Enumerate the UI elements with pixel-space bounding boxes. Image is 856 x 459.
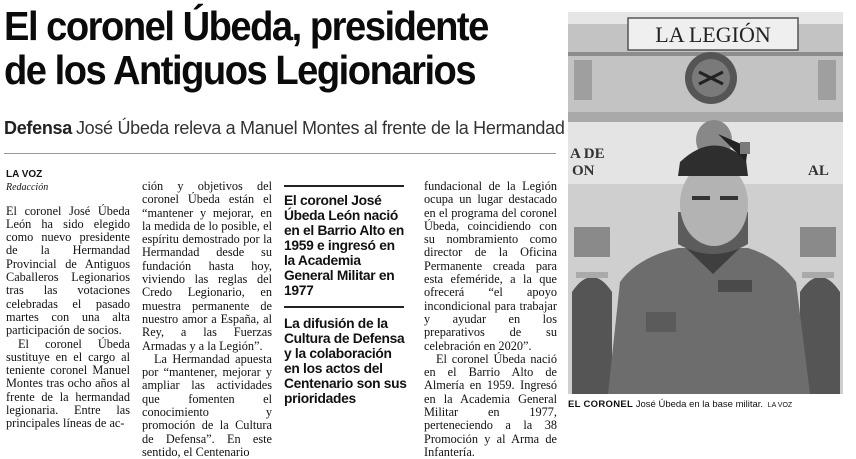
subhead (4, 118, 565, 139)
svg-text:A DE: A DE (570, 146, 605, 162)
subhead-text: José Úbeda releva a Manuel Montes al frente de la Hermandad (75, 118, 565, 138)
pullquote-2: La difusión de la Cultura de Defensa y la colaboración en los actos del Centenario son sus prioridades (284, 316, 407, 406)
caption-credit: LA VOZ (767, 402, 793, 409)
paragraph: fundacional de la Legión ocupa un lugar destacado en el programa del coronel Úbeda, coincidiendo con su nombramiento como director de la Oficina Permanente creada para esta efeméride, a la que ofrecerá “el apoyo incondicional para trabajar y ayudar en los preparativos de su celebración en 2020”. (424, 179, 557, 353)
photo-caption (568, 399, 792, 410)
pullquote-rule (284, 185, 404, 187)
headline (4, 4, 521, 92)
paragraph: La Hermandad apuesta por “mantener, mejorar y ampliar las actividades que fomenten el conocimiento y promoción de la Cultura de Defensa”. En este sentido, el Centenario (142, 351, 272, 459)
section-label: Defensa (4, 118, 72, 138)
divider (4, 153, 556, 154)
paragraph: El coronel Úbeda nació en el Barrio Alto de Almería en 1959. Ingresó en la Academia General Militar en 1977, perteneciendo a la 38 Promoción y al Arma de Infantería. (424, 351, 557, 459)
caption-text: José Úbeda en la base militar. (635, 399, 764, 410)
paragraph: El coronel José Úbeda León ha sido elegido como nuevo presidente de la Hermandad Provincial de Antiguos Caballeros Legionarios tras las votaciones celebradas el pasado martes con una alta participación de socios. (6, 203, 130, 338)
svg-text:AL: AL (808, 163, 829, 179)
svg-text:ON: ON (572, 163, 595, 179)
photo-illustration (568, 12, 843, 394)
byline-role: Redacción (6, 182, 49, 194)
paragraph: El coronel Úbeda sustituye en el cargo al teniente coronel Manuel Montes tras ocho años al frente de la hermandad legionaria. Entre las principales líneas de ac- (6, 336, 130, 431)
paragraph: ción y objetivos del coronel Úbeda están el “mantener y mejorar, en la medida de lo posible, el espíritu demostrado por la Hermandad desde su fundación hasta hoy, viviendo las reglas del Credo Legionario, en muestra permanente de nuestro amor a España, al Rey, a las Fuerzas Armadas y a la Legión”. (142, 179, 272, 353)
body-column-2 (142, 180, 272, 459)
photo-sign: LA LEGIÓN (655, 22, 771, 47)
caption-tag: EL CORONEL (568, 399, 634, 410)
headline-line-1: El coronel Úbeda, presidente (4, 3, 488, 49)
headline-line-2: de los Antiguos Legionarios (4, 47, 476, 93)
pullquote-1: El coronel José Úbeda León nació en el Barrio Alto en 1959 e ingresó en la Academia General Militar en 1977 (284, 193, 404, 298)
photo-coronel (568, 12, 843, 394)
pullquote-rule (284, 306, 404, 308)
byline-outlet: LA VOZ (6, 169, 43, 180)
body-column-3 (424, 180, 557, 459)
body-column-1 (6, 169, 130, 431)
